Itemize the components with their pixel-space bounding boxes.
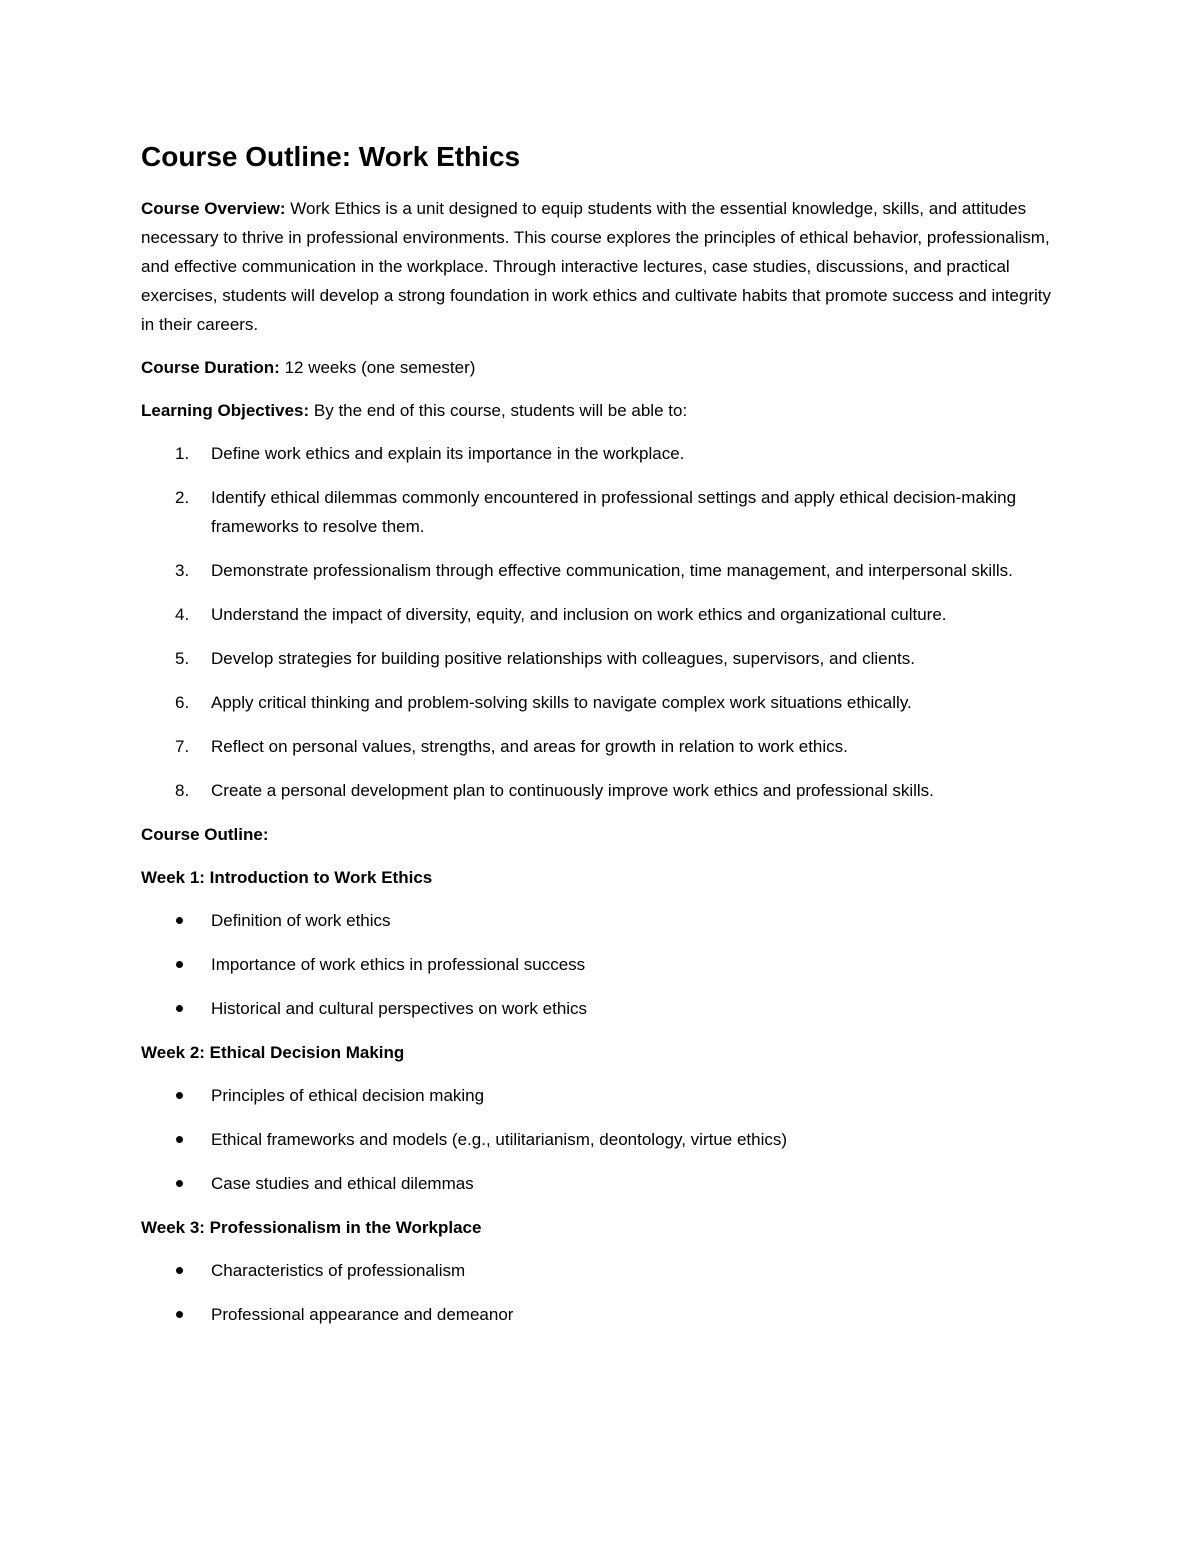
objective-text: Understand the impact of diversity, equity, and inclusion on work ethics and organizational culture. [211,604,947,624]
objective-number: 8. [175,780,190,800]
objectives-list [141,439,1061,805]
bullet-icon [176,961,183,968]
document-page [141,140,1061,1344]
objective-number: 7. [175,736,190,756]
objective-text: Develop strategies for building positive relationships with colleagues, supervisors, and clients. [211,648,915,668]
topic-text: Principles of ethical decision making [211,1085,485,1105]
course-duration-label: Course Duration: [141,357,280,377]
objective-text: Reflect on personal values, strengths, and areas for growth in relation to work ethics. [211,736,848,756]
topic-text: Importance of work ethics in professional success [211,954,586,974]
topic-text: Historical and cultural perspectives on work ethics [211,998,588,1018]
objective-text: Create a personal development plan to continuously improve work ethics and professional skills. [211,780,934,800]
learning-objectives-label: Learning Objectives: [141,400,310,420]
objective-item [141,439,1061,468]
week-1-heading: Week 1: Introduction to Work Ethics [141,867,433,887]
topic-item [141,906,1061,935]
week-2-heading: Week 2: Ethical Decision Making [141,1042,405,1062]
week-2-topics [141,1081,1061,1198]
learning-objectives-text: By the end of this course, students will be able to: [309,400,688,420]
course-duration-text: 12 weeks (one semester) [279,357,476,377]
objective-item [141,483,1061,541]
objective-item [141,732,1061,761]
course-overview [141,194,1061,339]
topic-text: Professional appearance and demeanor [211,1304,514,1324]
objective-item [141,600,1061,629]
week-3-topics [141,1256,1061,1329]
topic-text: Case studies and ethical dilemmas [211,1173,474,1193]
objective-text: Identify ethical dilemmas commonly encountered in professional settings and apply ethical decision-making frameworks to resolve them. [211,487,1017,536]
bullet-icon [176,1136,183,1143]
course-outline-label: Course Outline: [141,824,269,844]
course-overview-text: Work Ethics is a unit designed to equip students with the essential knowledge, skills, and attitudes necessary to thrive in professional environments. This course explores the principles of ethical behavior, professionalism, and effective communication in the workplace. Through interactive lectures, case studies, discussions, and practical exercises, students will develop a strong foundation in work ethics and cultivate habits that promote success and integrity in their careers. [141,198,1051,334]
objective-number: 4. [175,604,190,624]
topic-text: Ethical frameworks and models (e.g., utilitarianism, deontology, virtue ethics) [211,1129,788,1149]
bullet-icon [176,917,183,924]
week-3-heading: Week 3: Professionalism in the Workplace [141,1217,482,1237]
bullet-icon [176,1267,183,1274]
objective-item [141,688,1061,717]
topic-item [141,1300,1061,1329]
learning-objectives [141,396,1061,425]
objective-item [141,644,1061,673]
objective-number: 6. [175,692,190,712]
topic-item [141,1081,1061,1110]
bullet-icon [176,1180,183,1187]
objective-number: 5. [175,648,190,668]
bullet-icon [176,1092,183,1099]
topic-item [141,994,1061,1023]
objective-number: 1. [175,443,190,463]
objective-text: Define work ethics and explain its importance in the workplace. [211,443,685,463]
bullet-icon [176,1005,183,1012]
topic-item [141,1125,1061,1154]
document-title: Course Outline: Work Ethics [141,141,521,172]
objective-text: Apply critical thinking and problem-solving skills to navigate complex work situations ethically. [211,692,912,712]
objective-item [141,556,1061,585]
topic-text: Characteristics of professionalism [211,1260,466,1280]
objective-text: Demonstrate professionalism through effective communication, time management, and interpersonal skills. [211,560,1013,580]
course-duration [141,353,1061,382]
course-overview-label: Course Overview: [141,198,286,218]
week-1-topics [141,906,1061,1023]
topic-text: Definition of work ethics [211,910,391,930]
bullet-icon [176,1311,183,1318]
topic-item [141,1256,1061,1285]
objective-number: 3. [175,560,190,580]
topic-item [141,950,1061,979]
objective-item [141,776,1061,805]
objective-number: 2. [175,487,190,507]
topic-item [141,1169,1061,1198]
